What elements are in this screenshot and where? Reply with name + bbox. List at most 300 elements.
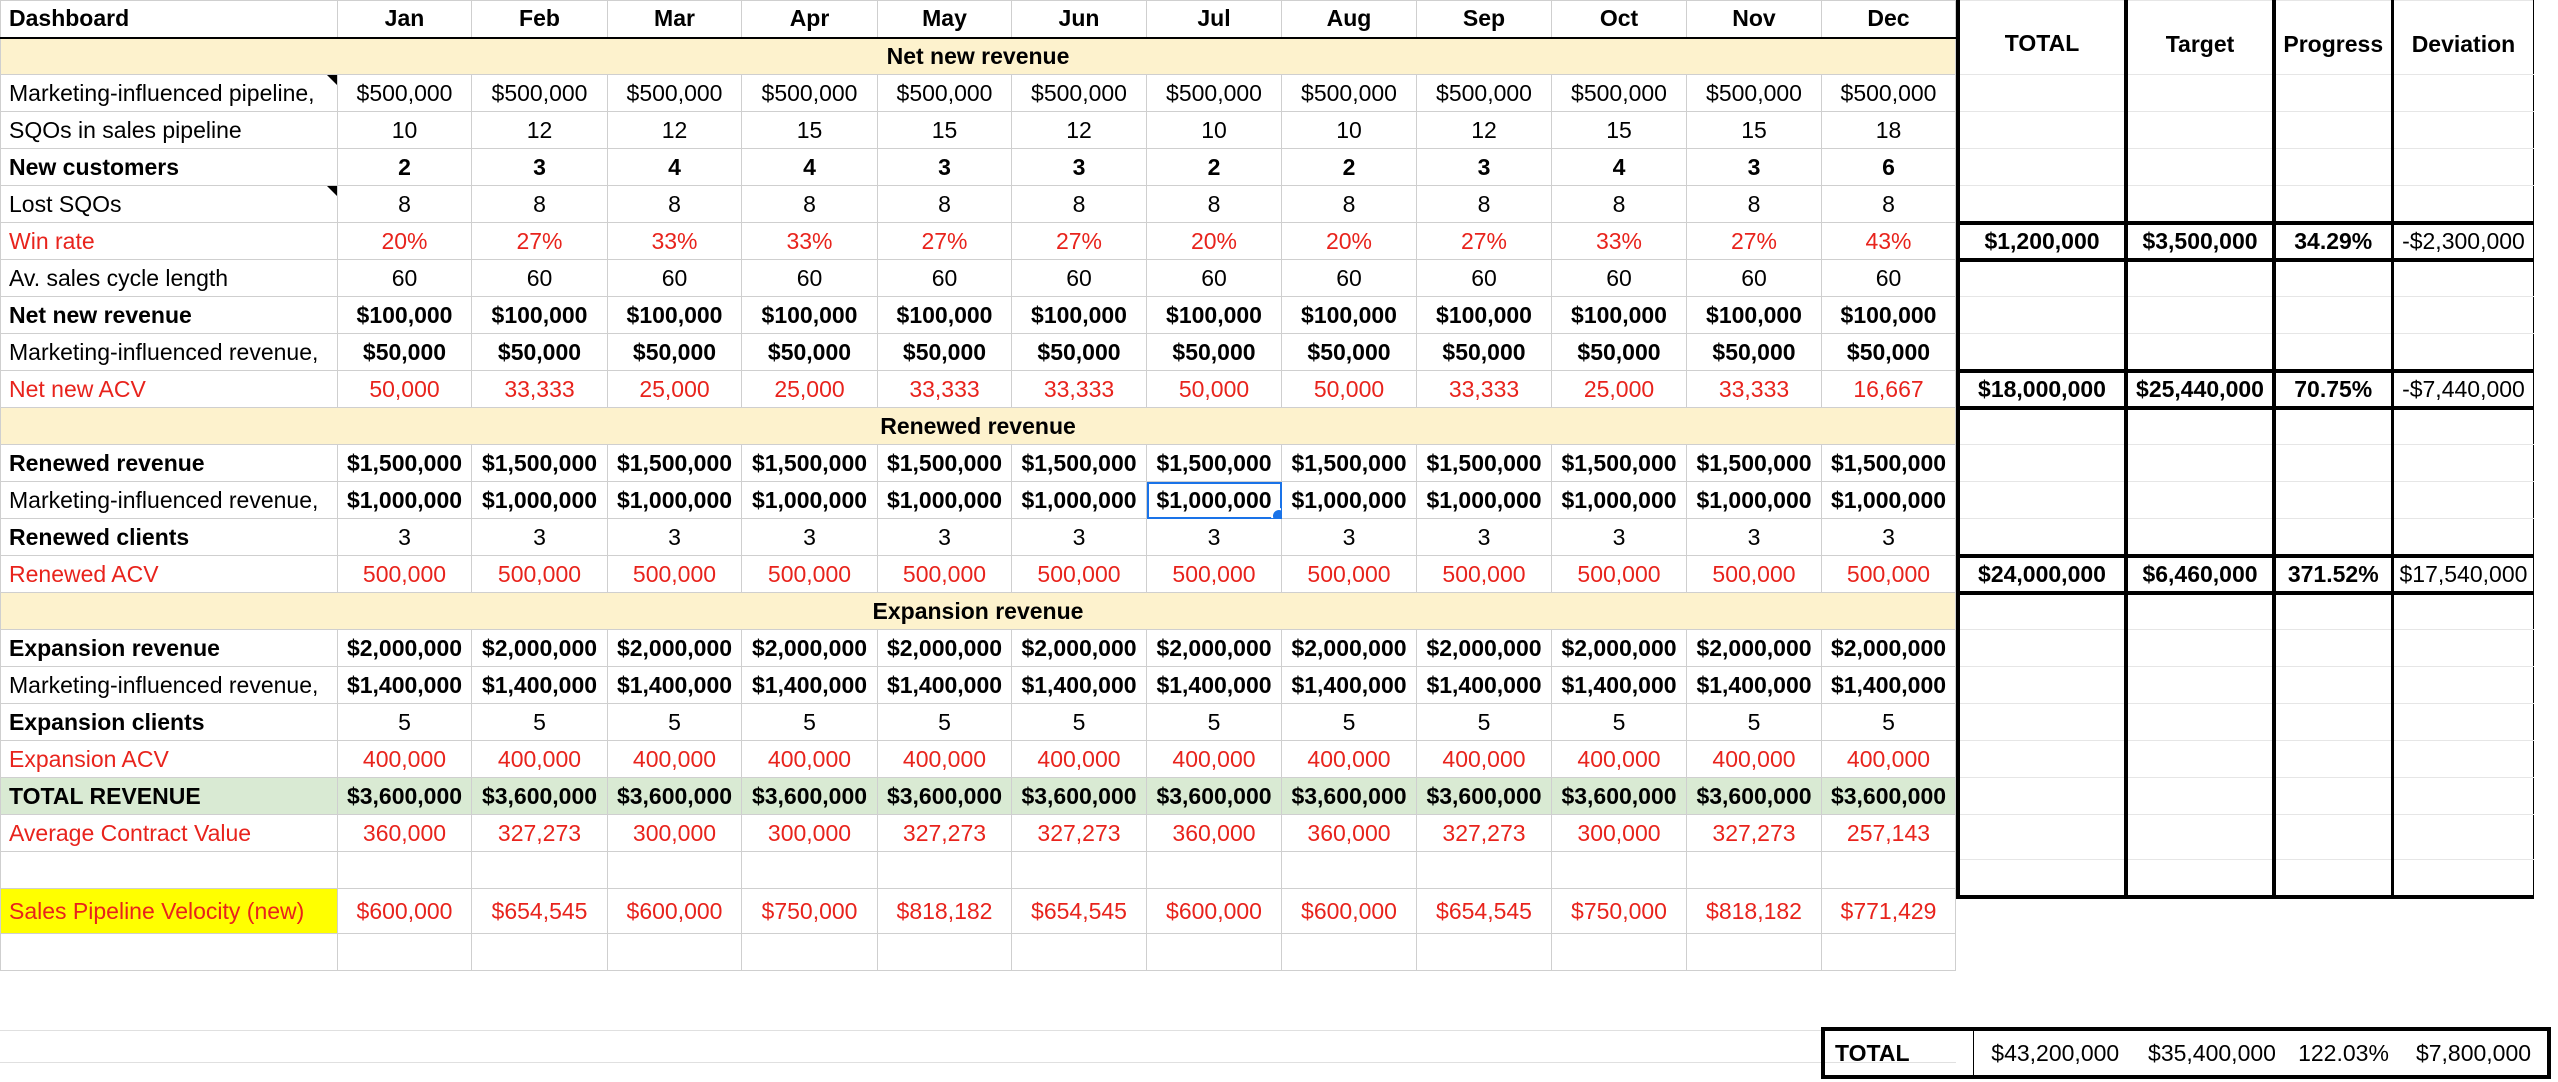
value-cell[interactable]: 50,000 [1147, 371, 1282, 408]
value-cell[interactable]: 60 [1012, 260, 1147, 297]
value-cell[interactable]: $1,000,000 [878, 482, 1012, 519]
value-cell[interactable]: 33,333 [878, 371, 1012, 408]
value-cell[interactable]: $1,500,000 [1687, 445, 1822, 482]
value-cell[interactable]: $3,600,000 [338, 778, 472, 815]
grand-total-progress[interactable]: 122.03% [2298, 1039, 2389, 1066]
comment-marker-icon[interactable] [327, 75, 337, 85]
value-cell[interactable]: $100,000 [338, 297, 472, 334]
value-cell[interactable]: 400,000 [1282, 741, 1417, 778]
value-cell[interactable]: 20% [1282, 223, 1417, 260]
value-cell[interactable]: $1,000,000 [472, 482, 608, 519]
value-cell[interactable]: 400,000 [1417, 741, 1552, 778]
value-cell[interactable]: $50,000 [608, 334, 742, 371]
value-cell[interactable]: 8 [1417, 186, 1552, 223]
value-cell[interactable]: 60 [338, 260, 472, 297]
value-cell[interactable]: 33,333 [1687, 371, 1822, 408]
empty-cell[interactable] [1, 934, 338, 971]
value-cell[interactable]: 8 [608, 186, 742, 223]
value-cell[interactable]: $2,000,000 [1552, 630, 1687, 667]
value-cell[interactable]: 400,000 [1687, 741, 1822, 778]
value-cell[interactable]: 10 [1282, 112, 1417, 149]
value-cell[interactable]: 12 [1012, 112, 1147, 149]
value-cell[interactable]: $500,000 [1147, 75, 1282, 112]
empty-cell[interactable] [338, 852, 472, 889]
value-cell[interactable]: 8 [472, 186, 608, 223]
value-cell[interactable]: 3 [1687, 149, 1822, 186]
value-cell[interactable]: 60 [472, 260, 608, 297]
row-label[interactable]: New customers [1, 149, 338, 186]
row-label[interactable]: Sales Pipeline Velocity (new) [1, 889, 338, 934]
selected-cell[interactable]: $1,000,000 [1147, 482, 1282, 519]
value-cell[interactable]: 18 [1822, 112, 1956, 149]
value-cell[interactable]: 6 [1822, 149, 1956, 186]
grand-total-deviation[interactable]: $7,800,000 [2415, 1039, 2532, 1066]
value-cell[interactable]: $1,000,000 [608, 482, 742, 519]
value-cell[interactable]: $600,000 [608, 889, 742, 934]
empty-cell[interactable] [1552, 852, 1687, 889]
expansion-target[interactable]: $6,460,000 [2126, 556, 2274, 593]
value-cell[interactable]: 15 [878, 112, 1012, 149]
value-cell[interactable]: 2 [1147, 149, 1282, 186]
row-label[interactable]: Renewed clients [1, 519, 338, 556]
value-cell[interactable]: 500,000 [1417, 556, 1552, 593]
empty-cell[interactable] [1012, 852, 1147, 889]
value-cell[interactable]: 500,000 [1822, 556, 1956, 593]
net-new-target[interactable]: $3,500,000 [2126, 223, 2274, 260]
value-cell[interactable]: 360,000 [1282, 815, 1417, 852]
value-cell[interactable]: 5 [742, 704, 878, 741]
empty-cell[interactable] [1687, 852, 1822, 889]
value-cell[interactable]: 500,000 [338, 556, 472, 593]
empty-cell[interactable] [1417, 852, 1552, 889]
value-cell[interactable]: $100,000 [1552, 297, 1687, 334]
value-cell[interactable]: $1,500,000 [1282, 445, 1417, 482]
value-cell[interactable]: $2,000,000 [1687, 630, 1822, 667]
value-cell[interactable]: 60 [742, 260, 878, 297]
value-cell[interactable]: 327,273 [1417, 815, 1552, 852]
value-cell[interactable]: 400,000 [1552, 741, 1687, 778]
value-cell[interactable]: 8 [1687, 186, 1822, 223]
value-cell[interactable]: $500,000 [1687, 75, 1822, 112]
value-cell[interactable]: $1,400,000 [1282, 667, 1417, 704]
value-cell[interactable]: 20% [1147, 223, 1282, 260]
comment-marker-icon[interactable] [327, 186, 337, 196]
value-cell[interactable]: 5 [338, 704, 472, 741]
value-cell[interactable]: 400,000 [742, 741, 878, 778]
value-cell[interactable]: $500,000 [1822, 75, 1956, 112]
value-cell[interactable]: 500,000 [608, 556, 742, 593]
value-cell[interactable]: $100,000 [1417, 297, 1552, 334]
value-cell[interactable]: 8 [1012, 186, 1147, 223]
value-cell[interactable]: 3 [742, 519, 878, 556]
value-cell[interactable]: 60 [1687, 260, 1822, 297]
value-cell[interactable]: $100,000 [472, 297, 608, 334]
section-title[interactable]: Net new revenue [1, 38, 1956, 75]
value-cell[interactable]: $1,000,000 [1822, 482, 1956, 519]
value-cell[interactable]: $3,600,000 [1822, 778, 1956, 815]
empty-cell[interactable] [878, 934, 1012, 971]
value-cell[interactable]: $1,400,000 [1552, 667, 1687, 704]
value-cell[interactable]: 8 [742, 186, 878, 223]
value-cell[interactable]: $50,000 [878, 334, 1012, 371]
row-label[interactable]: Average Contract Value [1, 815, 338, 852]
row-label[interactable]: TOTAL REVENUE [1, 778, 338, 815]
empty-cell[interactable] [1822, 852, 1956, 889]
value-cell[interactable]: 2 [338, 149, 472, 186]
value-cell[interactable]: $2,000,000 [608, 630, 742, 667]
value-cell[interactable]: $1,500,000 [608, 445, 742, 482]
value-cell[interactable]: $100,000 [608, 297, 742, 334]
empty-cell[interactable] [472, 852, 608, 889]
value-cell[interactable]: 3 [1147, 519, 1282, 556]
value-cell[interactable]: 12 [1417, 112, 1552, 149]
value-cell[interactable]: $1,000,000 [338, 482, 472, 519]
row-label[interactable]: Expansion ACV [1, 741, 338, 778]
value-cell[interactable]: $3,600,000 [1147, 778, 1282, 815]
empty-cell[interactable] [1147, 934, 1282, 971]
value-cell[interactable]: 360,000 [1147, 815, 1282, 852]
value-cell[interactable]: 3 [1012, 149, 1147, 186]
value-cell[interactable]: 3 [472, 149, 608, 186]
empty-cell[interactable] [1, 852, 338, 889]
value-cell[interactable]: $600,000 [338, 889, 472, 934]
value-cell[interactable]: $2,000,000 [1417, 630, 1552, 667]
month-header[interactable]: Jun [1012, 1, 1147, 38]
value-cell[interactable]: 12 [608, 112, 742, 149]
value-cell[interactable]: $750,000 [742, 889, 878, 934]
value-cell[interactable]: $50,000 [1822, 334, 1956, 371]
value-cell[interactable]: 33,333 [472, 371, 608, 408]
value-cell[interactable]: 500,000 [1687, 556, 1822, 593]
value-cell[interactable]: $818,182 [1687, 889, 1822, 934]
empty-cell[interactable] [1282, 934, 1417, 971]
value-cell[interactable]: $1,400,000 [608, 667, 742, 704]
value-cell[interactable]: 15 [1552, 112, 1687, 149]
section-title[interactable]: Expansion revenue [1, 593, 1956, 630]
month-header[interactable]: Mar [608, 1, 742, 38]
value-cell[interactable]: $50,000 [1012, 334, 1147, 371]
value-cell[interactable]: $50,000 [472, 334, 608, 371]
expansion-progress[interactable]: 371.52% [2274, 556, 2392, 593]
value-cell[interactable]: $1,500,000 [1417, 445, 1552, 482]
value-cell[interactable]: $2,000,000 [1822, 630, 1956, 667]
empty-cell[interactable] [742, 852, 878, 889]
value-cell[interactable]: 15 [742, 112, 878, 149]
month-header[interactable]: Feb [472, 1, 608, 38]
value-cell[interactable]: 3 [1282, 519, 1417, 556]
value-cell[interactable]: 400,000 [1012, 741, 1147, 778]
value-cell[interactable]: $1,500,000 [338, 445, 472, 482]
value-cell[interactable]: $1,500,000 [1552, 445, 1687, 482]
value-cell[interactable]: $100,000 [1147, 297, 1282, 334]
grand-total-label[interactable]: TOTAL [1823, 1029, 1973, 1077]
value-cell[interactable]: 300,000 [608, 815, 742, 852]
month-header[interactable]: Dec [1822, 1, 1956, 38]
value-cell[interactable]: 3 [1552, 519, 1687, 556]
value-cell[interactable]: 5 [1282, 704, 1417, 741]
value-cell[interactable]: $1,400,000 [1012, 667, 1147, 704]
empty-cell[interactable] [1012, 934, 1147, 971]
value-cell[interactable]: $818,182 [878, 889, 1012, 934]
value-cell[interactable]: 8 [1822, 186, 1956, 223]
value-cell[interactable]: 3 [1822, 519, 1956, 556]
value-cell[interactable]: $50,000 [1417, 334, 1552, 371]
value-cell[interactable]: 10 [1147, 112, 1282, 149]
value-cell[interactable]: 500,000 [1147, 556, 1282, 593]
value-cell[interactable]: $750,000 [1552, 889, 1687, 934]
value-cell[interactable]: $1,000,000 [1687, 482, 1822, 519]
empty-cell[interactable] [608, 852, 742, 889]
value-cell[interactable]: 27% [472, 223, 608, 260]
section-title[interactable]: Renewed revenue [1, 408, 1956, 445]
value-cell[interactable]: $500,000 [1552, 75, 1687, 112]
value-cell[interactable]: $50,000 [1687, 334, 1822, 371]
value-cell[interactable]: 33% [742, 223, 878, 260]
row-label[interactable]: Renewed revenue [1, 445, 338, 482]
value-cell[interactable]: 300,000 [742, 815, 878, 852]
value-cell[interactable]: 33% [608, 223, 742, 260]
value-cell[interactable]: $500,000 [1012, 75, 1147, 112]
value-cell[interactable]: 25,000 [1552, 371, 1687, 408]
value-cell[interactable]: $500,000 [1282, 75, 1417, 112]
value-cell[interactable]: $1,400,000 [1687, 667, 1822, 704]
value-cell[interactable]: $3,600,000 [1012, 778, 1147, 815]
value-cell[interactable]: $3,600,000 [742, 778, 878, 815]
value-cell[interactable]: 60 [1417, 260, 1552, 297]
value-cell[interactable]: $771,429 [1822, 889, 1956, 934]
value-cell[interactable]: 500,000 [1012, 556, 1147, 593]
empty-cell[interactable] [338, 934, 472, 971]
value-cell[interactable]: 5 [1417, 704, 1552, 741]
fill-handle[interactable] [1271, 508, 1282, 519]
empty-cell[interactable] [472, 934, 608, 971]
value-cell[interactable]: 327,273 [1687, 815, 1822, 852]
value-cell[interactable]: 60 [1822, 260, 1956, 297]
value-cell[interactable]: $100,000 [1822, 297, 1956, 334]
empty-cell[interactable] [1552, 934, 1687, 971]
value-cell[interactable]: 5 [1552, 704, 1687, 741]
value-cell[interactable]: 500,000 [878, 556, 1012, 593]
grand-total-target[interactable]: $35,400,000 [2148, 1039, 2276, 1066]
renewed-target[interactable]: $25,440,000 [2126, 371, 2274, 408]
value-cell[interactable]: $2,000,000 [878, 630, 1012, 667]
value-cell[interactable]: $654,545 [1417, 889, 1552, 934]
value-cell[interactable]: 327,273 [1012, 815, 1147, 852]
value-cell[interactable]: 10 [338, 112, 472, 149]
value-cell[interactable]: 33,333 [1417, 371, 1552, 408]
value-cell[interactable]: $50,000 [338, 334, 472, 371]
value-cell[interactable]: $50,000 [1147, 334, 1282, 371]
value-cell[interactable]: $1,500,000 [1147, 445, 1282, 482]
value-cell[interactable]: 33% [1552, 223, 1687, 260]
value-cell[interactable]: 3 [1417, 149, 1552, 186]
month-header[interactable]: Jul [1147, 1, 1282, 38]
row-label[interactable]: Net new revenue [1, 297, 338, 334]
empty-cell[interactable] [1687, 934, 1822, 971]
value-cell[interactable]: 12 [472, 112, 608, 149]
value-cell[interactable]: $100,000 [1687, 297, 1822, 334]
value-cell[interactable]: 25,000 [608, 371, 742, 408]
value-cell[interactable]: 400,000 [338, 741, 472, 778]
value-cell[interactable]: $1,500,000 [472, 445, 608, 482]
empty-cell[interactable] [742, 934, 878, 971]
value-cell[interactable]: $100,000 [878, 297, 1012, 334]
empty-cell[interactable] [608, 934, 742, 971]
value-cell[interactable]: 8 [338, 186, 472, 223]
value-cell[interactable]: $3,600,000 [878, 778, 1012, 815]
empty-cell[interactable] [1417, 934, 1552, 971]
value-cell[interactable]: $50,000 [742, 334, 878, 371]
value-cell[interactable]: $1,400,000 [1822, 667, 1956, 704]
value-cell[interactable]: 327,273 [878, 815, 1012, 852]
row-label[interactable]: Lost SQOs [1, 186, 338, 223]
value-cell[interactable]: 257,143 [1822, 815, 1956, 852]
value-cell[interactable]: 400,000 [472, 741, 608, 778]
value-cell[interactable]: 360,000 [338, 815, 472, 852]
cell-dashboard[interactable]: Dashboard [1, 1, 338, 38]
renewed-total[interactable]: $18,000,000 [1958, 371, 2126, 408]
value-cell[interactable]: $100,000 [742, 297, 878, 334]
value-cell[interactable]: 50,000 [1282, 371, 1417, 408]
value-cell[interactable]: 2 [1282, 149, 1417, 186]
value-cell[interactable]: 27% [878, 223, 1012, 260]
value-cell[interactable]: 5 [878, 704, 1012, 741]
value-cell[interactable]: $1,400,000 [742, 667, 878, 704]
value-cell[interactable]: 5 [608, 704, 742, 741]
value-cell[interactable]: 27% [1012, 223, 1147, 260]
row-label[interactable]: Expansion clients [1, 704, 338, 741]
value-cell[interactable]: 500,000 [1552, 556, 1687, 593]
value-cell[interactable]: 400,000 [878, 741, 1012, 778]
value-cell[interactable]: $3,600,000 [1282, 778, 1417, 815]
value-cell[interactable]: $50,000 [1282, 334, 1417, 371]
value-cell[interactable]: 20% [338, 223, 472, 260]
value-cell[interactable]: $3,600,000 [608, 778, 742, 815]
value-cell[interactable]: 3 [608, 519, 742, 556]
expansion-deviation[interactable]: $17,540,000 [2392, 556, 2534, 593]
renewed-deviation[interactable]: -$7,440,000 [2392, 371, 2534, 408]
total-header[interactable]: TOTAL [1958, 1, 2126, 75]
value-cell[interactable]: $500,000 [338, 75, 472, 112]
value-cell[interactable]: 16,667 [1822, 371, 1956, 408]
value-cell[interactable]: $600,000 [1147, 889, 1282, 934]
row-label[interactable]: Net new ACV [1, 371, 338, 408]
value-cell[interactable]: 400,000 [608, 741, 742, 778]
value-cell[interactable]: 33,333 [1012, 371, 1147, 408]
value-cell[interactable]: 8 [1552, 186, 1687, 223]
value-cell[interactable]: 400,000 [1147, 741, 1282, 778]
value-cell[interactable]: $500,000 [878, 75, 1012, 112]
value-cell[interactable]: 8 [1147, 186, 1282, 223]
value-cell[interactable]: 50,000 [338, 371, 472, 408]
value-cell[interactable]: $1,400,000 [1147, 667, 1282, 704]
value-cell[interactable]: 5 [1822, 704, 1956, 741]
value-cell[interactable]: $1,500,000 [742, 445, 878, 482]
value-cell[interactable]: 500,000 [472, 556, 608, 593]
value-cell[interactable]: 3 [878, 519, 1012, 556]
value-cell[interactable]: $500,000 [472, 75, 608, 112]
row-label[interactable]: Marketing-influenced revenue, [1, 667, 338, 704]
value-cell[interactable]: 3 [1417, 519, 1552, 556]
value-cell[interactable]: 400,000 [1822, 741, 1956, 778]
value-cell[interactable]: $50,000 [1552, 334, 1687, 371]
value-cell[interactable]: 8 [878, 186, 1012, 223]
target-header[interactable]: Target [2126, 1, 2274, 75]
value-cell[interactable]: $1,400,000 [472, 667, 608, 704]
month-header[interactable]: Nov [1687, 1, 1822, 38]
value-cell[interactable]: 4 [608, 149, 742, 186]
value-cell[interactable]: 5 [1687, 704, 1822, 741]
value-cell[interactable]: $1,400,000 [338, 667, 472, 704]
month-header[interactable]: May [878, 1, 1012, 38]
value-cell[interactable]: 3 [1012, 519, 1147, 556]
value-cell[interactable]: 3 [472, 519, 608, 556]
month-header[interactable]: Apr [742, 1, 878, 38]
value-cell[interactable]: $3,600,000 [472, 778, 608, 815]
value-cell[interactable]: 60 [1552, 260, 1687, 297]
value-cell[interactable]: $1,000,000 [1012, 482, 1147, 519]
net-new-total[interactable]: $1,200,000 [1958, 223, 2126, 260]
value-cell[interactable]: 43% [1822, 223, 1956, 260]
value-cell[interactable]: $1,000,000 [1417, 482, 1552, 519]
value-cell[interactable]: $600,000 [1282, 889, 1417, 934]
row-label[interactable]: Av. sales cycle length [1, 260, 338, 297]
value-cell[interactable]: $1,000,000 [742, 482, 878, 519]
value-cell[interactable]: $1,500,000 [1012, 445, 1147, 482]
value-cell[interactable]: $2,000,000 [472, 630, 608, 667]
value-cell[interactable]: $2,000,000 [1147, 630, 1282, 667]
row-label[interactable]: Expansion revenue [1, 630, 338, 667]
value-cell[interactable]: $500,000 [1417, 75, 1552, 112]
value-cell[interactable]: 5 [1012, 704, 1147, 741]
value-cell[interactable]: $2,000,000 [1282, 630, 1417, 667]
net-new-progress[interactable]: 34.29% [2274, 223, 2392, 260]
row-label[interactable]: Renewed ACV [1, 556, 338, 593]
value-cell[interactable]: 5 [1147, 704, 1282, 741]
value-cell[interactable]: 300,000 [1552, 815, 1687, 852]
value-cell[interactable]: $654,545 [472, 889, 608, 934]
value-cell[interactable]: 500,000 [742, 556, 878, 593]
value-cell[interactable]: $1,500,000 [878, 445, 1012, 482]
expansion-total[interactable]: $24,000,000 [1958, 556, 2126, 593]
value-cell[interactable]: 3 [338, 519, 472, 556]
value-cell[interactable]: $3,600,000 [1687, 778, 1822, 815]
value-cell[interactable]: 3 [878, 149, 1012, 186]
grand-total-value[interactable]: $43,200,000 [1991, 1039, 2120, 1066]
value-cell[interactable]: $3,600,000 [1552, 778, 1687, 815]
value-cell[interactable]: 27% [1687, 223, 1822, 260]
month-header[interactable]: Jan [338, 1, 472, 38]
value-cell[interactable]: $100,000 [1282, 297, 1417, 334]
value-cell[interactable]: $3,600,000 [1417, 778, 1552, 815]
value-cell[interactable]: 27% [1417, 223, 1552, 260]
value-cell[interactable]: 60 [1147, 260, 1282, 297]
renewed-progress[interactable]: 70.75% [2274, 371, 2392, 408]
month-header[interactable]: Oct [1552, 1, 1687, 38]
value-cell[interactable]: $2,000,000 [338, 630, 472, 667]
row-label[interactable]: SQOs in sales pipeline [1, 112, 338, 149]
row-label[interactable]: Marketing-influenced pipeline, [1, 75, 338, 112]
row-label[interactable]: Marketing-influenced revenue, [1, 482, 338, 519]
value-cell[interactable]: 15 [1687, 112, 1822, 149]
value-cell[interactable]: $1,400,000 [1417, 667, 1552, 704]
value-cell[interactable]: $1,400,000 [878, 667, 1012, 704]
value-cell[interactable]: $100,000 [1012, 297, 1147, 334]
value-cell[interactable]: $2,000,000 [742, 630, 878, 667]
value-cell[interactable]: 3 [1687, 519, 1822, 556]
row-label[interactable]: Marketing-influenced revenue, [1, 334, 338, 371]
value-cell[interactable]: $1,000,000 [1552, 482, 1687, 519]
